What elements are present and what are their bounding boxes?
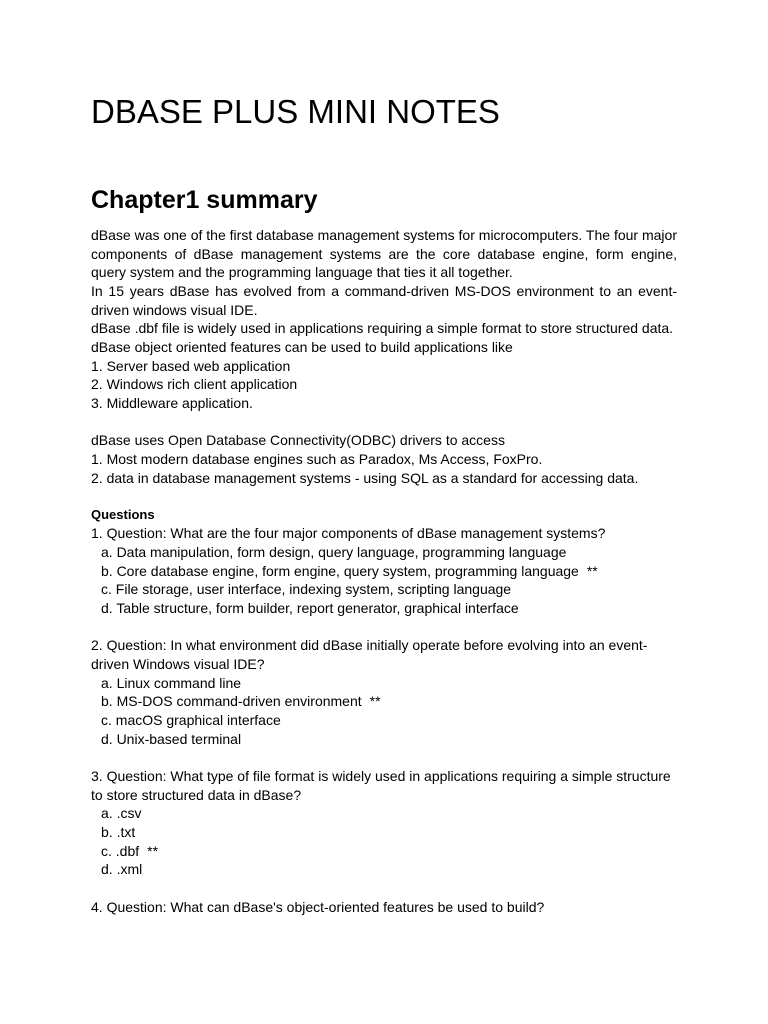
spacer [91,748,677,767]
correct-answer-marker: ** [369,693,381,710]
summary-paragraph-3: dBase .dbf file is widely used in applications requiring a simple format to store structured data. [91,320,674,337]
answer-option-correct [91,692,677,711]
document-body [91,226,677,916]
correct-answer-marker: ** [147,842,159,859]
oo-feature-item: 1. Server based web application [91,357,291,374]
question-text: 4. Question: What can dBase's object-oriented features be used to build? [91,898,545,915]
summary-paragraph-2: In 15 years dBase has evolved from a command-driven MS-DOS environment to an event-driven windows visual IDE. [91,282,677,318]
oo-features-intro: dBase object oriented features can be used to build applications like [91,338,513,355]
answer-option: d. Unix-based terminal [101,730,242,747]
oo-feature-item: 3. Middleware application. [91,394,253,411]
spacer [91,487,677,506]
answer-option: d. Table structure, form builder, report generator, graphical interface [101,600,519,617]
document-title: DBASE PLUS MINI NOTES [91,93,500,130]
answer-option-text: b. MS-DOS command-driven environment [101,693,362,710]
answer-option: b. .txt [101,823,136,840]
odbc-item: 2. data in database management systems - using SQL as a standard for accessing data. [91,469,639,486]
question-4 [91,898,677,917]
chapter-heading: Chapter1 summary [91,186,318,214]
answer-option: c. macOS graphical interface [101,712,281,729]
answer-option: a. Data manipulation, form design, query language, programming language [101,544,567,561]
question-1 [91,524,677,617]
question-text: 1. Question: What are the four major components of dBase management systems? [91,525,606,542]
answer-option-correct [91,842,677,861]
question-text: 3. Question: What type of file format is widely used in applications requiring a simple structure to store structured data in dBase? [91,767,671,803]
spacer [91,618,677,637]
question-3 [91,767,677,879]
questions-heading: Questions [91,506,155,522]
answer-option: c. File storage, user interface, indexing system, scripting language [101,581,512,598]
question-text: 2. Question: In what environment did dBase initially operate before evolving into an event-driven Windows visual IDE? [91,637,648,673]
odbc-item: 1. Most modern database engines such as Paradox, Ms Access, FoxPro. [91,450,543,467]
answer-option-correct [91,562,677,581]
odbc-intro: dBase uses Open Database Connectivity(ODBC) drivers to access [91,432,505,449]
oo-feature-item: 2. Windows rich client application [91,376,298,393]
correct-answer-marker: ** [586,562,598,579]
answer-option: d. .xml [101,861,143,878]
summary-paragraph-1: dBase was one of the first database management systems for microcomputers. The four major components of dBase management systems are the core database engine, form engine, query system and the programming language that ties it all together. [91,227,677,281]
spacer [91,413,677,432]
answer-option: a. .csv [101,805,142,822]
answer-option-text: c. .dbf [101,842,140,859]
answer-option: a. Linux command line [101,674,242,691]
spacer [91,879,677,898]
question-2 [91,636,677,748]
answer-option-text: b. Core database engine, form engine, query system, programming language [101,562,579,579]
